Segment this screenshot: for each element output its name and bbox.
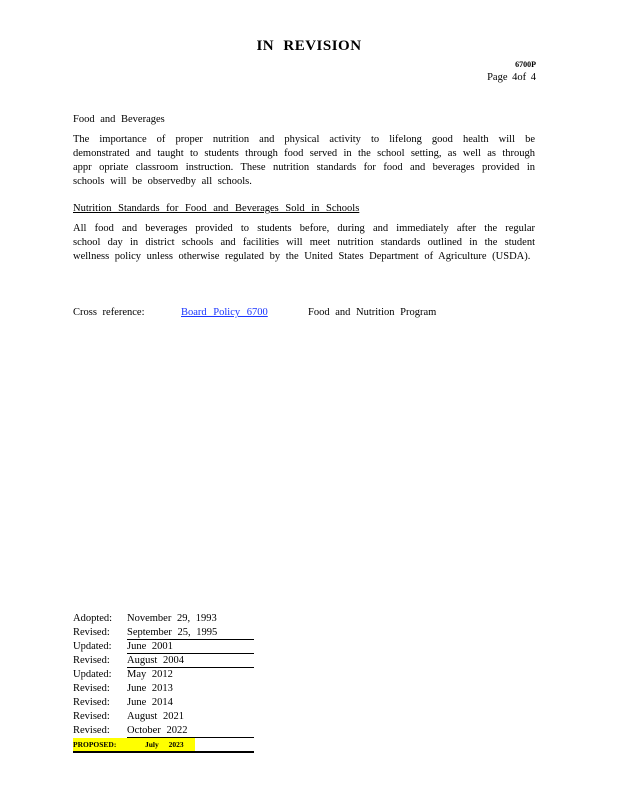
history-row <box>73 724 255 738</box>
section-body-nutrition-standards: All food and beverages provided to students before, during and immediately after the regular school day in district schools and facilities will meet nutrition standards outlined in the student wellness policy unless otherwise regulated by the United States Department of Agriculture (USDA). <box>73 223 535 262</box>
history-label: Revised: <box>73 627 110 638</box>
history-date: August 2004 <box>127 655 184 666</box>
history-label: Updated: <box>73 669 112 680</box>
history-date: June 2001 <box>127 641 173 652</box>
history-label: Adopted: <box>73 613 113 624</box>
history-row <box>73 626 255 640</box>
history-label: Revised: <box>73 711 110 722</box>
history-row <box>73 612 255 626</box>
history-row <box>73 682 255 696</box>
history-date: July 2023 <box>145 740 184 749</box>
history-label: Revised: <box>73 683 110 694</box>
history-row <box>73 640 255 654</box>
revision-history <box>73 612 255 752</box>
history-row <box>73 654 255 668</box>
history-label: Revised: <box>73 697 110 708</box>
history-date: May 2012 <box>127 669 173 680</box>
history-row <box>73 696 255 710</box>
history-row <box>73 710 255 724</box>
history-date: September 25, 1995 <box>127 627 218 638</box>
cross-reference-description: Food and Nutrition Program <box>308 307 437 318</box>
history-date: August 2021 <box>127 711 184 722</box>
policy-code: 6700P <box>515 60 536 69</box>
cross-reference-label: Cross reference: <box>73 307 145 318</box>
history-label: Revised: <box>73 725 110 736</box>
history-date: November 29, 1993 <box>127 613 217 624</box>
section-heading-food-beverages: Food and Beverages <box>73 114 165 125</box>
page-number: Page 4of 4 <box>487 72 536 83</box>
history-row-proposed <box>73 738 255 752</box>
history-date: October 2022 <box>127 725 188 736</box>
history-date: June 2014 <box>127 697 173 708</box>
history-row <box>73 668 255 682</box>
section-body-food-beverages: The importance of proper nutrition and physical activity to lifelong good health will be demonstrated and taught to students through food served in the school setting, as well as through appr opriate classroom instruction. These nutrition standards for food and beverages provided in schools will be observedby all schools. <box>73 134 535 187</box>
history-label: Revised: <box>73 655 110 666</box>
board-policy-link[interactable]: Board Policy 6700 <box>181 307 268 318</box>
section-heading-nutrition-standards: Nutrition Standards for Food and Beverages Sold in Schools <box>73 203 360 214</box>
history-label: PROPOSED: <box>73 740 117 749</box>
history-label: Updated: <box>73 641 112 652</box>
page-title: IN REVISION <box>256 38 362 54</box>
history-date: June 2013 <box>127 683 173 694</box>
